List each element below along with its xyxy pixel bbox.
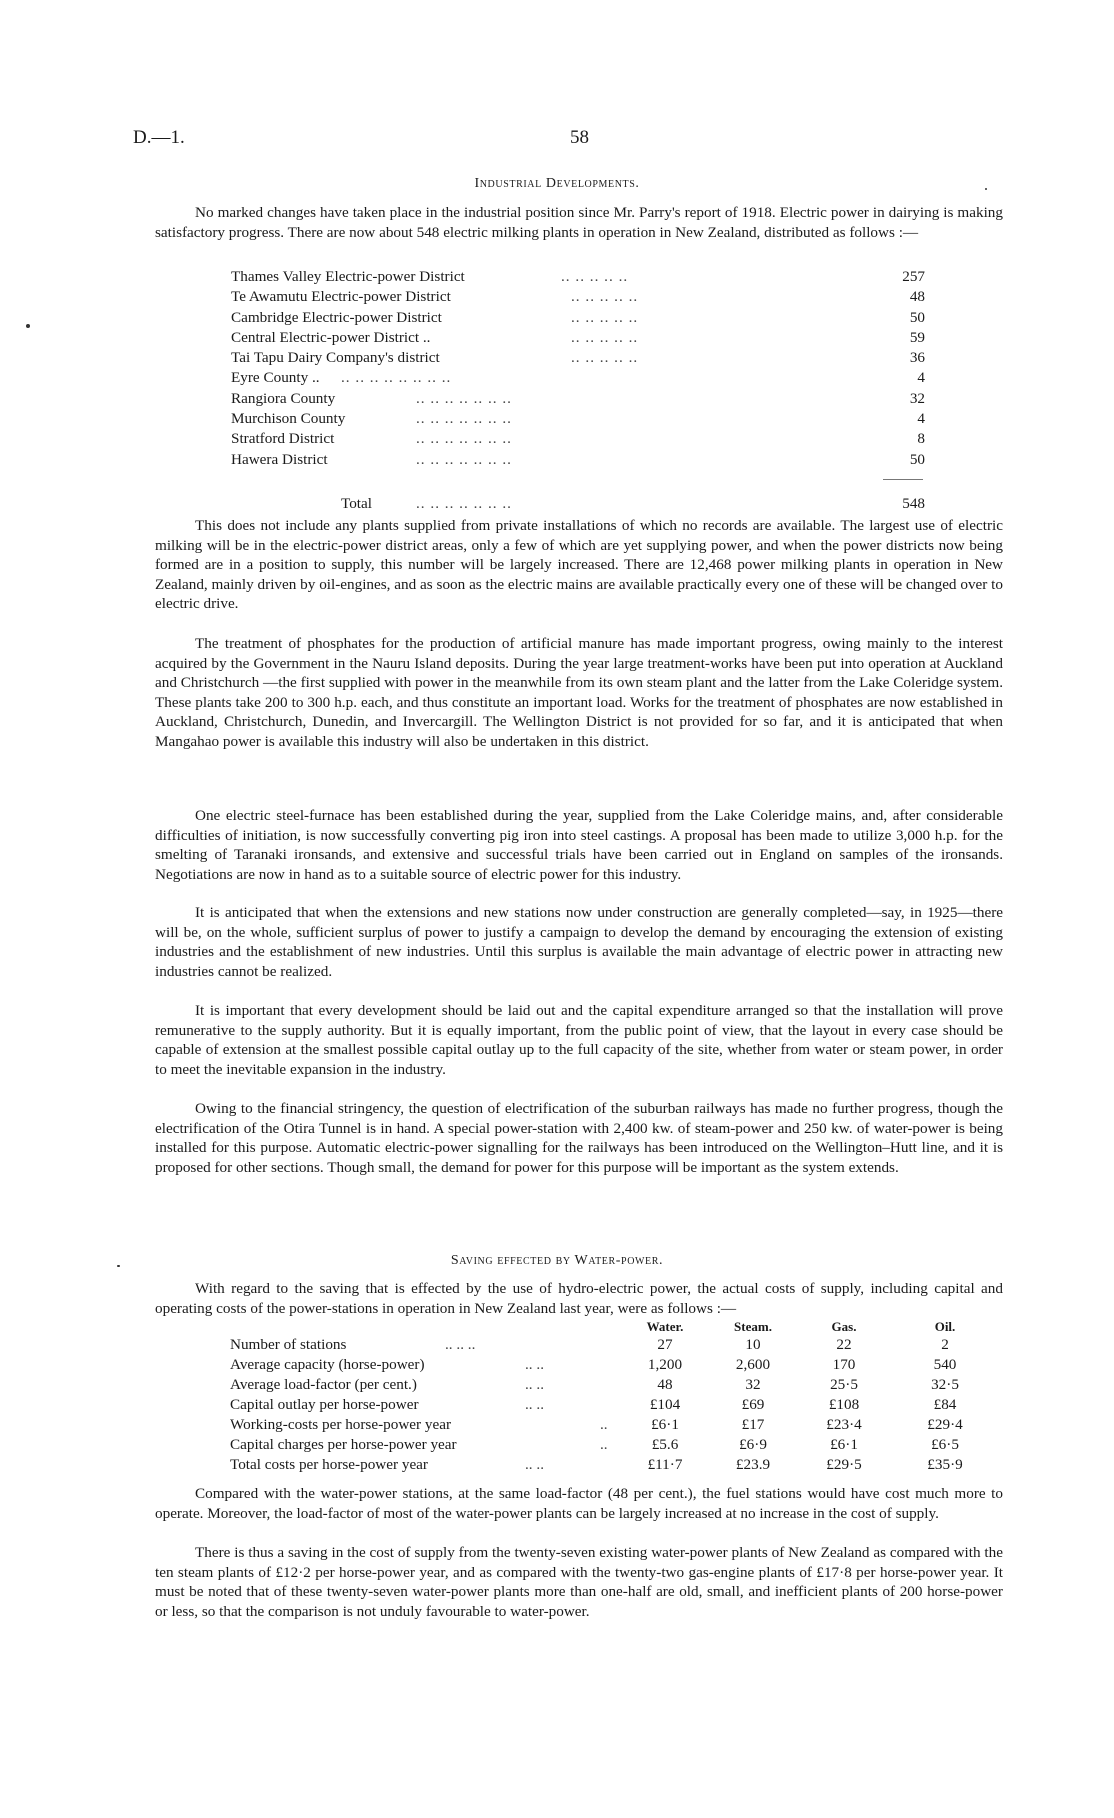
column-header: Oil. bbox=[934, 1319, 956, 1334]
leader-dots: .. .. .. .. .. bbox=[571, 328, 639, 346]
leader-dots: .. .. .. .. .. .. .. bbox=[416, 410, 512, 428]
cell-water: £5.6 bbox=[651, 1436, 679, 1453]
leader-dots: .. .. .. .. .. .. .. bbox=[416, 430, 512, 448]
district-name: Murchison County bbox=[231, 410, 346, 428]
leader-dots: .. bbox=[600, 1416, 608, 1433]
body-paragraph: One electric steel-furnace has been established during the year, supplied from the Lake Coleridge mains, and, after considerable difficulties of initiation, is now successfully converting pig iron into steel castings. A proposal has been made to utilize 3,000 h.p. for the smelting of Taranaki ironsands, and extensive and successful trials have been carried out in England on samples of the ironsands. Negotiations are now in hand as to a suitable source of electric power for this industry. bbox=[155, 807, 1003, 883]
district-row bbox=[231, 349, 931, 369]
body-paragraph: The treatment of phosphates for the production of artificial manure has made important progress, owing mainly to the interest acquired by the Government in the Nauru Island deposits. During the year large treatment-works have been put into operation at Auckland and Christchurch —the first supplied with power in the meanwhile from its own steam plant and the latter from the Lake Coleridge system. These plants take 200 to 300 h.p. each, and thus constitute an important load. Works for the treatment of phosphates are now established in Auckland, Christchurch, Dunedin, and Invercargill. The Wellington District is not provided for so far, and it is anticipated that when Mangahao power is available this industry will also be undertaken in this district. bbox=[155, 635, 1003, 750]
body-paragraph: Compared with the water-power stations, at the same load-factor (48 per cent.), the fuel stations would have cost much more to operate. Moreover, the load-factor of most of the water-power plants can be largely increased at no increase in the cost of supply. bbox=[155, 1485, 1003, 1522]
district-name: Hawera District bbox=[231, 450, 328, 468]
cell-water: 48 bbox=[657, 1376, 673, 1393]
table-row bbox=[230, 1376, 990, 1396]
district-value: 4 bbox=[917, 369, 925, 387]
cell-oil: £6·5 bbox=[931, 1436, 959, 1453]
cell-steam: 10 bbox=[745, 1336, 761, 1353]
row-label: Number of stations bbox=[230, 1336, 347, 1353]
cell-gas: £6·1 bbox=[830, 1436, 858, 1453]
saving-intro-paragraph: With regard to the saving that is effected by the use of hydro-electric power, the actual costs of supply, including capital and operating costs of the power-stations in operation in New Zealand last year, were as follows :— bbox=[155, 1280, 1003, 1317]
district-value: 257 bbox=[902, 268, 925, 285]
body-paragraph: It is anticipated that when the extensions and new stations now under construction are generally completed—say, in 1925—there will be, on the whole, sufficient surplus of power to justify a campaign to develop the demand by encouraging the extension of existing industries and the establishment of new industries. Until this surplus is available the main advantage of electric power in attracting new industries cannot be realized. bbox=[155, 904, 1003, 980]
district-name: Central Electric-power District .. bbox=[231, 328, 431, 346]
district-list bbox=[231, 268, 931, 471]
leader-dots: .. .. .. bbox=[445, 1336, 476, 1353]
cell-water: 27 bbox=[657, 1336, 673, 1353]
district-value: 4 bbox=[917, 410, 925, 428]
district-row bbox=[231, 369, 931, 389]
district-name: Thames Valley Electric-power District bbox=[231, 268, 465, 285]
district-row bbox=[231, 309, 931, 329]
cell-gas: £108 bbox=[828, 1396, 860, 1413]
leader-dots: .. .. .. .. .. bbox=[561, 268, 629, 285]
district-name: Te Awamutu Electric-power District bbox=[231, 288, 451, 306]
leader-dots: .. .. bbox=[525, 1356, 544, 1373]
district-row bbox=[231, 390, 931, 410]
body-paragraph: It is important that every development should be laid out and the capital expenditure arranged so that the installation will prove remunerative to the supply authority. But it is equally important, from the public point of view, that the layout in every case should be capable of extension at the smallest possible capital outlay up to the full capacity of the site, whether from water or steam power, in order to meet the inevitable expansion in the industry. bbox=[155, 1002, 1003, 1078]
district-value: 48 bbox=[909, 288, 925, 306]
district-name: Tai Tapu Dairy Company's district bbox=[231, 349, 440, 367]
document-id: D.—1. bbox=[133, 127, 185, 148]
row-label: Average capacity (horse-power) bbox=[230, 1356, 425, 1373]
cell-oil: £29·4 bbox=[927, 1416, 963, 1433]
cell-steam: £6·9 bbox=[739, 1436, 767, 1453]
section-heading-saving: Saving effected by Water-power. bbox=[450, 1253, 664, 1268]
cell-gas: £23·4 bbox=[826, 1416, 862, 1433]
total-row bbox=[231, 495, 931, 515]
scan-speck bbox=[26, 324, 30, 328]
cell-gas: 25·5 bbox=[830, 1376, 858, 1393]
cell-water: £104 bbox=[649, 1396, 681, 1413]
column-header: Water. bbox=[646, 1319, 684, 1334]
district-value: 32 bbox=[909, 389, 925, 407]
cell-oil: £35·9 bbox=[927, 1456, 963, 1473]
district-value: 59 bbox=[909, 328, 925, 346]
cell-gas: 170 bbox=[832, 1356, 856, 1373]
table-row bbox=[230, 1356, 990, 1376]
scan-speck bbox=[117, 1265, 120, 1267]
table-row bbox=[230, 1336, 990, 1356]
leader-dots: .. .. bbox=[525, 1456, 544, 1473]
leader-dots: .. .. .. .. .. .. .. bbox=[416, 450, 512, 468]
cell-water: £11·7 bbox=[647, 1456, 683, 1473]
page-number: 58 bbox=[570, 127, 589, 148]
column-header: Gas. bbox=[831, 1319, 857, 1334]
cell-steam: 2,600 bbox=[735, 1356, 771, 1373]
table-row bbox=[230, 1436, 990, 1456]
district-name: Eyre County .. bbox=[231, 369, 320, 387]
district-name: Rangiora County bbox=[231, 389, 336, 407]
row-label: Capital outlay per horse-power bbox=[230, 1396, 419, 1413]
total-value: 548 bbox=[902, 495, 925, 512]
total-label: Total bbox=[341, 495, 372, 512]
cell-gas: £29·5 bbox=[826, 1456, 862, 1473]
district-row bbox=[231, 451, 931, 471]
row-label: Average load-factor (per cent.) bbox=[230, 1376, 417, 1393]
district-value: 36 bbox=[909, 349, 925, 367]
body-paragraph: This does not include any plants supplied from private installations of which no records are available. The largest use of electric milking will be in the electric-power district areas, only a few of which are yet supplying power, and when the power districts now being formed are in a position to supply, this number will be largely increased. There are 12,468 power milking plants in operation in New Zealand, mainly driven by oil-engines, and as soon as the electric mains are available practically every one of these will be changed over to electric drive. bbox=[155, 517, 1003, 613]
leader-dots: .. .. .. .. .. bbox=[571, 349, 639, 367]
row-label: Capital charges per horse-power year bbox=[230, 1436, 457, 1453]
table-row bbox=[230, 1396, 990, 1416]
leader-dots: .. .. bbox=[525, 1396, 544, 1413]
district-row bbox=[231, 410, 931, 430]
leader-dots: .. .. .. .. .. .. .. bbox=[416, 389, 512, 407]
body-paragraph: There is thus a saving in the cost of supply from the twenty-seven existing water-power plants of New Zealand as compared with the ten steam plants of £12·2 per horse-power year, and as compared with the twenty-two gas-engine plants of £17·8 per horse-power year. It must be noted that of these twenty-seven water-power plants more than one-half are old, small, and inefficient plants of 200 horse-power or less, so that the comparison is not unduly favourable to water-power. bbox=[155, 1544, 1003, 1620]
district-row bbox=[231, 430, 931, 450]
district-name: Stratford District bbox=[231, 430, 335, 448]
leader-dots: .. .. .. .. .. bbox=[571, 288, 639, 306]
scan-speck bbox=[985, 188, 987, 190]
body-paragraph: Owing to the financial stringency, the question of electrification of the suburban railways has made no further progress, though the electrification of the Otira Tunnel is in hand. A special power-station with 2,400 kw. of steam-power and 250 kw. of water-power is being installed for this purpose. Automatic electric-power signalling for the railways has been introduced on the Wellington–Hutt line, and it is proposed for other sections. Though small, the demand for power for this purpose will be important as the system extends. bbox=[155, 1100, 1003, 1176]
district-value: 50 bbox=[909, 450, 925, 468]
table-row bbox=[230, 1456, 990, 1476]
leader-dots: .. .. .. .. .. .. .. bbox=[416, 495, 512, 512]
cell-steam: £69 bbox=[741, 1396, 765, 1413]
cell-water: 1,200 bbox=[647, 1356, 683, 1373]
cell-steam: £17 bbox=[741, 1416, 765, 1433]
table-row bbox=[230, 1416, 990, 1436]
district-name: Cambridge Electric-power District bbox=[231, 308, 442, 326]
cell-gas: 22 bbox=[836, 1336, 852, 1353]
column-header: Steam. bbox=[734, 1319, 772, 1334]
leader-dots: .. .. bbox=[525, 1376, 544, 1393]
cell-steam: 32 bbox=[745, 1376, 761, 1393]
cell-oil: 540 bbox=[933, 1356, 957, 1373]
cell-steam: £23.9 bbox=[735, 1456, 771, 1473]
section-heading-industrial: Industrial Developments. bbox=[474, 176, 640, 191]
sum-rule bbox=[883, 479, 923, 480]
district-value: 50 bbox=[909, 308, 925, 326]
district-row bbox=[231, 288, 931, 308]
cell-oil: £84 bbox=[933, 1396, 957, 1413]
intro-paragraph: No marked changes have taken place in the industrial position since Mr. Parry's report of 1918. Electric power in dairying is making satisfactory progress. There are now about 548 electric milking plants in operation in New Zealand, distributed as follows :— bbox=[155, 204, 1003, 241]
cell-oil: 32·5 bbox=[931, 1376, 959, 1393]
leader-dots: .. .. .. .. .. .. .. .. bbox=[341, 369, 452, 387]
cell-oil: 2 bbox=[941, 1336, 949, 1353]
leader-dots: .. bbox=[600, 1436, 608, 1453]
district-row bbox=[231, 329, 931, 349]
cell-water: £6·1 bbox=[651, 1416, 679, 1433]
district-value: 8 bbox=[917, 430, 925, 448]
row-label: Total costs per horse-power year bbox=[230, 1456, 428, 1473]
row-label: Working-costs per horse-power year bbox=[230, 1416, 452, 1433]
district-row bbox=[231, 268, 931, 288]
leader-dots: .. .. .. .. .. bbox=[571, 308, 639, 326]
